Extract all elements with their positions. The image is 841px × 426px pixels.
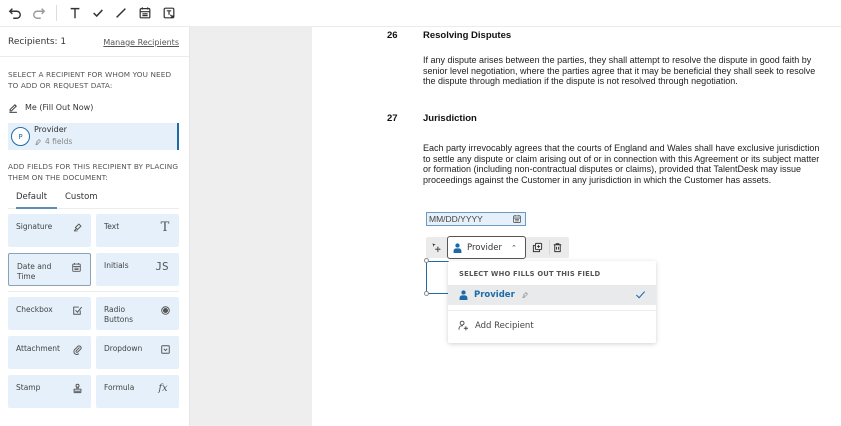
assignee-dropdown	[448, 261, 656, 343]
selected-field-box[interactable]	[426, 261, 450, 294]
manage-recipients-link[interactable]: Manage Recipients	[103, 38, 179, 47]
document-page	[312, 27, 841, 426]
me-fill-out-now-option[interactable]	[8, 100, 93, 114]
line-tool-button[interactable]	[112, 4, 130, 22]
move-handle[interactable]	[428, 240, 444, 255]
calendar-icon	[70, 261, 82, 273]
field-tile-date-and-time[interactable]	[8, 253, 91, 286]
section-number: 26	[387, 30, 398, 41]
field-tile-dropdown[interactable]	[96, 336, 179, 369]
checkbox-icon	[71, 304, 83, 316]
chevron-up-icon: ⌃	[511, 243, 517, 252]
dropdown-divider	[448, 310, 656, 311]
add-recipient-button[interactable]	[458, 320, 534, 331]
paperclip-icon	[71, 343, 83, 355]
recipients-count: Recipients: 1	[8, 37, 67, 47]
duplicate-icon	[532, 242, 543, 253]
signature-icon	[34, 138, 42, 146]
recipients-header	[0, 27, 189, 57]
undo-button[interactable]	[6, 4, 24, 22]
resize-handle[interactable]	[424, 258, 429, 263]
section-body: Each party irrevocably agrees that the courts of England and Wales shall have exclusive jurisdiction to settle any dispute or claim arising out of or in connection with this Agreement or its subject matter or formation (including non-contractual disputes or claims), provided that TalentDesk may issue proceedings against the Customer in any jurisdiction in which the Customer has assets.	[423, 143, 820, 185]
recipient-name: Provider	[34, 125, 67, 134]
field-label: Date and Time	[17, 262, 52, 281]
avatar: P	[11, 127, 30, 146]
assignee-select[interactable]	[447, 236, 526, 259]
redo-icon	[32, 6, 46, 20]
field-tile-radio-buttons[interactable]	[96, 297, 179, 330]
move-icon	[431, 242, 442, 253]
field-count-text: 4 fields	[45, 137, 73, 146]
radio-icon	[159, 304, 171, 316]
initials-icon: JS	[155, 259, 169, 273]
recipient-card-provider[interactable]	[8, 123, 179, 150]
field-label: Initials	[104, 261, 129, 270]
line-icon	[114, 6, 128, 20]
signature-icon	[521, 291, 529, 299]
dropdown-icon	[159, 343, 171, 355]
select-recipient-label: SELECT A RECIPIENT FOR WHOM YOU NEED TO ADD OR REQUEST DATA:	[8, 70, 172, 90]
stamp-icon	[71, 382, 83, 394]
date-tool-button[interactable]	[136, 4, 154, 22]
field-tabs	[8, 190, 179, 209]
field-label: Radio Buttons	[104, 305, 134, 324]
field-tile-attachment[interactable]	[8, 336, 91, 369]
field-label: Stamp	[16, 383, 41, 392]
top-toolbar	[0, 0, 841, 27]
canvas-margin	[190, 27, 312, 426]
section-heading: Jurisdiction	[423, 113, 477, 124]
add-fields-label: ADD FIELDS FOR THIS RECIPIENT BY PLACING THEM ON THE DOCUMENT:	[8, 162, 179, 182]
field-tile-stamp[interactable]	[8, 375, 91, 408]
pen-icon	[8, 102, 19, 113]
tab-default[interactable]: Default	[16, 192, 57, 209]
field-tile-formula[interactable]	[96, 375, 179, 408]
resize-handle[interactable]	[424, 291, 429, 296]
user-icon	[459, 290, 468, 300]
dropdown-option-provider[interactable]	[448, 285, 656, 305]
recipients-sidebar	[0, 27, 190, 426]
dropdown-title: SELECT WHO FILLS OUT THIS FIELD	[459, 270, 601, 278]
assignee-name: Provider	[467, 242, 502, 253]
field-label: Signature	[16, 222, 53, 231]
tab-custom[interactable]: Custom	[65, 192, 98, 202]
signature-icon	[71, 221, 83, 233]
check-tool-button[interactable]	[89, 4, 107, 22]
insert-field-button[interactable]	[160, 4, 178, 22]
check-icon	[635, 290, 646, 300]
calendar-icon	[138, 6, 152, 20]
delete-button[interactable]	[549, 240, 565, 255]
field-tile-checkbox[interactable]	[8, 297, 91, 330]
check-icon	[91, 6, 105, 20]
redo-button[interactable]	[30, 4, 48, 22]
me-option-label: Me (Fill Out Now)	[25, 102, 94, 112]
section-heading: Resolving Disputes	[423, 30, 512, 41]
undo-icon	[8, 6, 22, 20]
date-placeholder: MM/DD/YYYY	[429, 214, 483, 224]
text-icon: T	[160, 219, 170, 235]
duplicate-button[interactable]	[529, 240, 545, 255]
text-icon	[68, 6, 82, 20]
field-tile-initials[interactable]	[96, 253, 179, 286]
recipient-field-count	[34, 137, 72, 146]
field-tile-signature[interactable]	[8, 214, 91, 247]
add-recipient-label: Add Recipient	[475, 320, 534, 331]
field-toolbar	[426, 237, 569, 258]
text-tool-button[interactable]	[66, 4, 84, 22]
formula-icon: fx	[158, 382, 168, 394]
field-label: Checkbox	[16, 305, 53, 314]
field-label: Text	[104, 222, 120, 231]
option-label: Provider	[474, 290, 515, 300]
palette-divider	[8, 291, 179, 292]
field-label: Attachment	[16, 344, 60, 353]
field-insert-icon	[162, 6, 176, 20]
field-tile-text[interactable]	[96, 214, 179, 247]
add-user-icon	[458, 320, 469, 331]
trash-icon	[552, 242, 563, 253]
calendar-icon	[512, 214, 522, 224]
section-number: 27	[387, 113, 398, 124]
field-label: Formula	[104, 383, 135, 392]
user-icon	[453, 243, 462, 253]
toolbar-divider	[56, 5, 57, 21]
date-field[interactable]	[426, 212, 526, 226]
field-label: Dropdown	[104, 344, 143, 353]
section-body: If any dispute arises between the parties, they shall attempt to resolve the dispute in good faith by senior level negotiation, where the parties agree that it may be beneficial they shall seek to resolve the dispute through mediation if the dispute is not resolved through negotiation.	[423, 55, 816, 87]
